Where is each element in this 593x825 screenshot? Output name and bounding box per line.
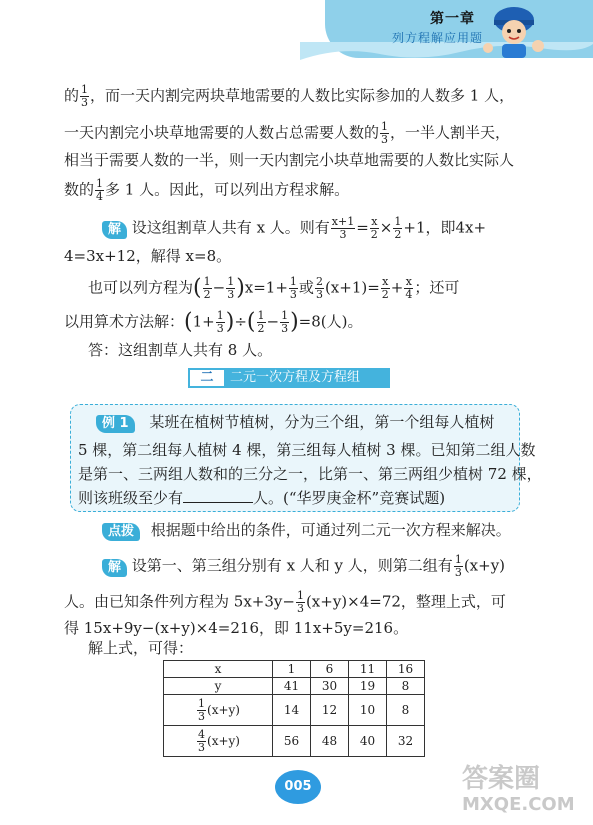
answer-line: 答：这组割草人共有 8 人。	[88, 341, 273, 359]
text-line: 4=3x+12，解得 x=8。	[64, 247, 232, 265]
example-tag: 例 1	[96, 415, 135, 433]
solution-tag: 解	[102, 221, 127, 239]
example-line: 是第一、三两组人数和的三分之一，比第一、第三两组少植树 72 棵，	[78, 465, 542, 483]
text-line: 解上式，可得：	[88, 639, 194, 657]
text-line: 数的 $\frac{1}{4}$ 多 1 人。因此，可以列出方程求解。	[64, 177, 350, 203]
solution-table	[163, 660, 425, 757]
fraction: $\frac{1}{3}$	[381, 120, 389, 146]
section-title: 二 二元一次方程及方程组	[188, 368, 390, 388]
table-row: $\frac{1}{3}$ (x+y) 14 12 10 8	[164, 695, 425, 726]
example-line: 5 棵，第二组每人植树 4 棵，第三组每人植树 3 棵。已知第二组人数	[78, 441, 536, 459]
hint-tag: 点拨	[102, 523, 140, 541]
section-number: 二	[190, 370, 224, 386]
text-line: 的 $\frac{1}{3}$ ，而一天内割完两块草地需要的人数比实际参加的人数多 1 人，	[64, 83, 515, 109]
example-line: 则该班级至少有 人。(“华罗庚金杯”竞赛试题)	[78, 489, 446, 507]
solution-line: 解 设这组割草人共有 x 人。则有 $\frac{x+1}{3}$ = $\frac{x}{2}$ × $\frac{1}{2}$ +1，即4x+	[102, 216, 486, 241]
chapter-title: 第一章	[430, 11, 475, 27]
hint-line: 点拨 根据题中给出的条件，可通过列二元一次方程来解决。	[102, 520, 511, 541]
watermark-url: MXQE.COM	[462, 794, 575, 815]
table-row: $\frac{4}{3}$ (x+y) 56 48 40 32	[164, 726, 425, 757]
example-line: 例 1 某班在植树节植树，分为三个组，第一个组每人植树	[96, 412, 494, 433]
table-row: x 1 6 11 16	[164, 661, 425, 678]
solution-line: 解 设第一、第三组分别有 x 人和 y 人，则第二组有 $\frac{1}{3}$ (x+y)	[102, 554, 505, 579]
text-line: 一天内割完小块草地需要的人数占总需要人数的 $\frac{1}{3}$ ，一半人割半天，	[64, 120, 511, 146]
page-number: 005	[275, 770, 321, 804]
text-line: 以用算术方法解：(1+ $\frac{1}{3}$ )÷( $\frac{1}{2}$ − $\frac{1}{3}$ )=8(人)。	[64, 309, 363, 335]
fraction: $\frac{1}{3}$	[81, 83, 89, 109]
chapter-subtitle: 列方程解应用题	[392, 31, 484, 45]
watermark-logo: 答案圈	[462, 764, 541, 794]
text-line: 得 15x+9y−(x+y)×4=216，即 11x+5y=216。	[64, 619, 409, 637]
fraction: $\frac{1}{4}$	[96, 177, 104, 203]
text-line: 人。由已知条件列方程为 5x+3y− $\frac{1}{3}$ (x+y)×4=72，整理上式，可	[64, 589, 506, 615]
text-line: 也可以列方程为( $\frac{1}{2}$ − $\frac{1}{3}$ )x=1+ $\frac{1}{3}$ 或 $\frac{2}{3}$ (x+1)= $\frac{x}{2}$ + $\frac{x}{4}$ ；还可	[88, 275, 460, 301]
mascot-cartoon-icon	[478, 2, 548, 60]
table-row: y 41 30 19 8	[164, 678, 425, 695]
text-line: 相当于需要人数的一半，则一天内割完小块草地需要的人数比实际人	[64, 151, 515, 169]
answer-blank	[183, 502, 253, 503]
solution-tag: 解	[102, 559, 127, 577]
